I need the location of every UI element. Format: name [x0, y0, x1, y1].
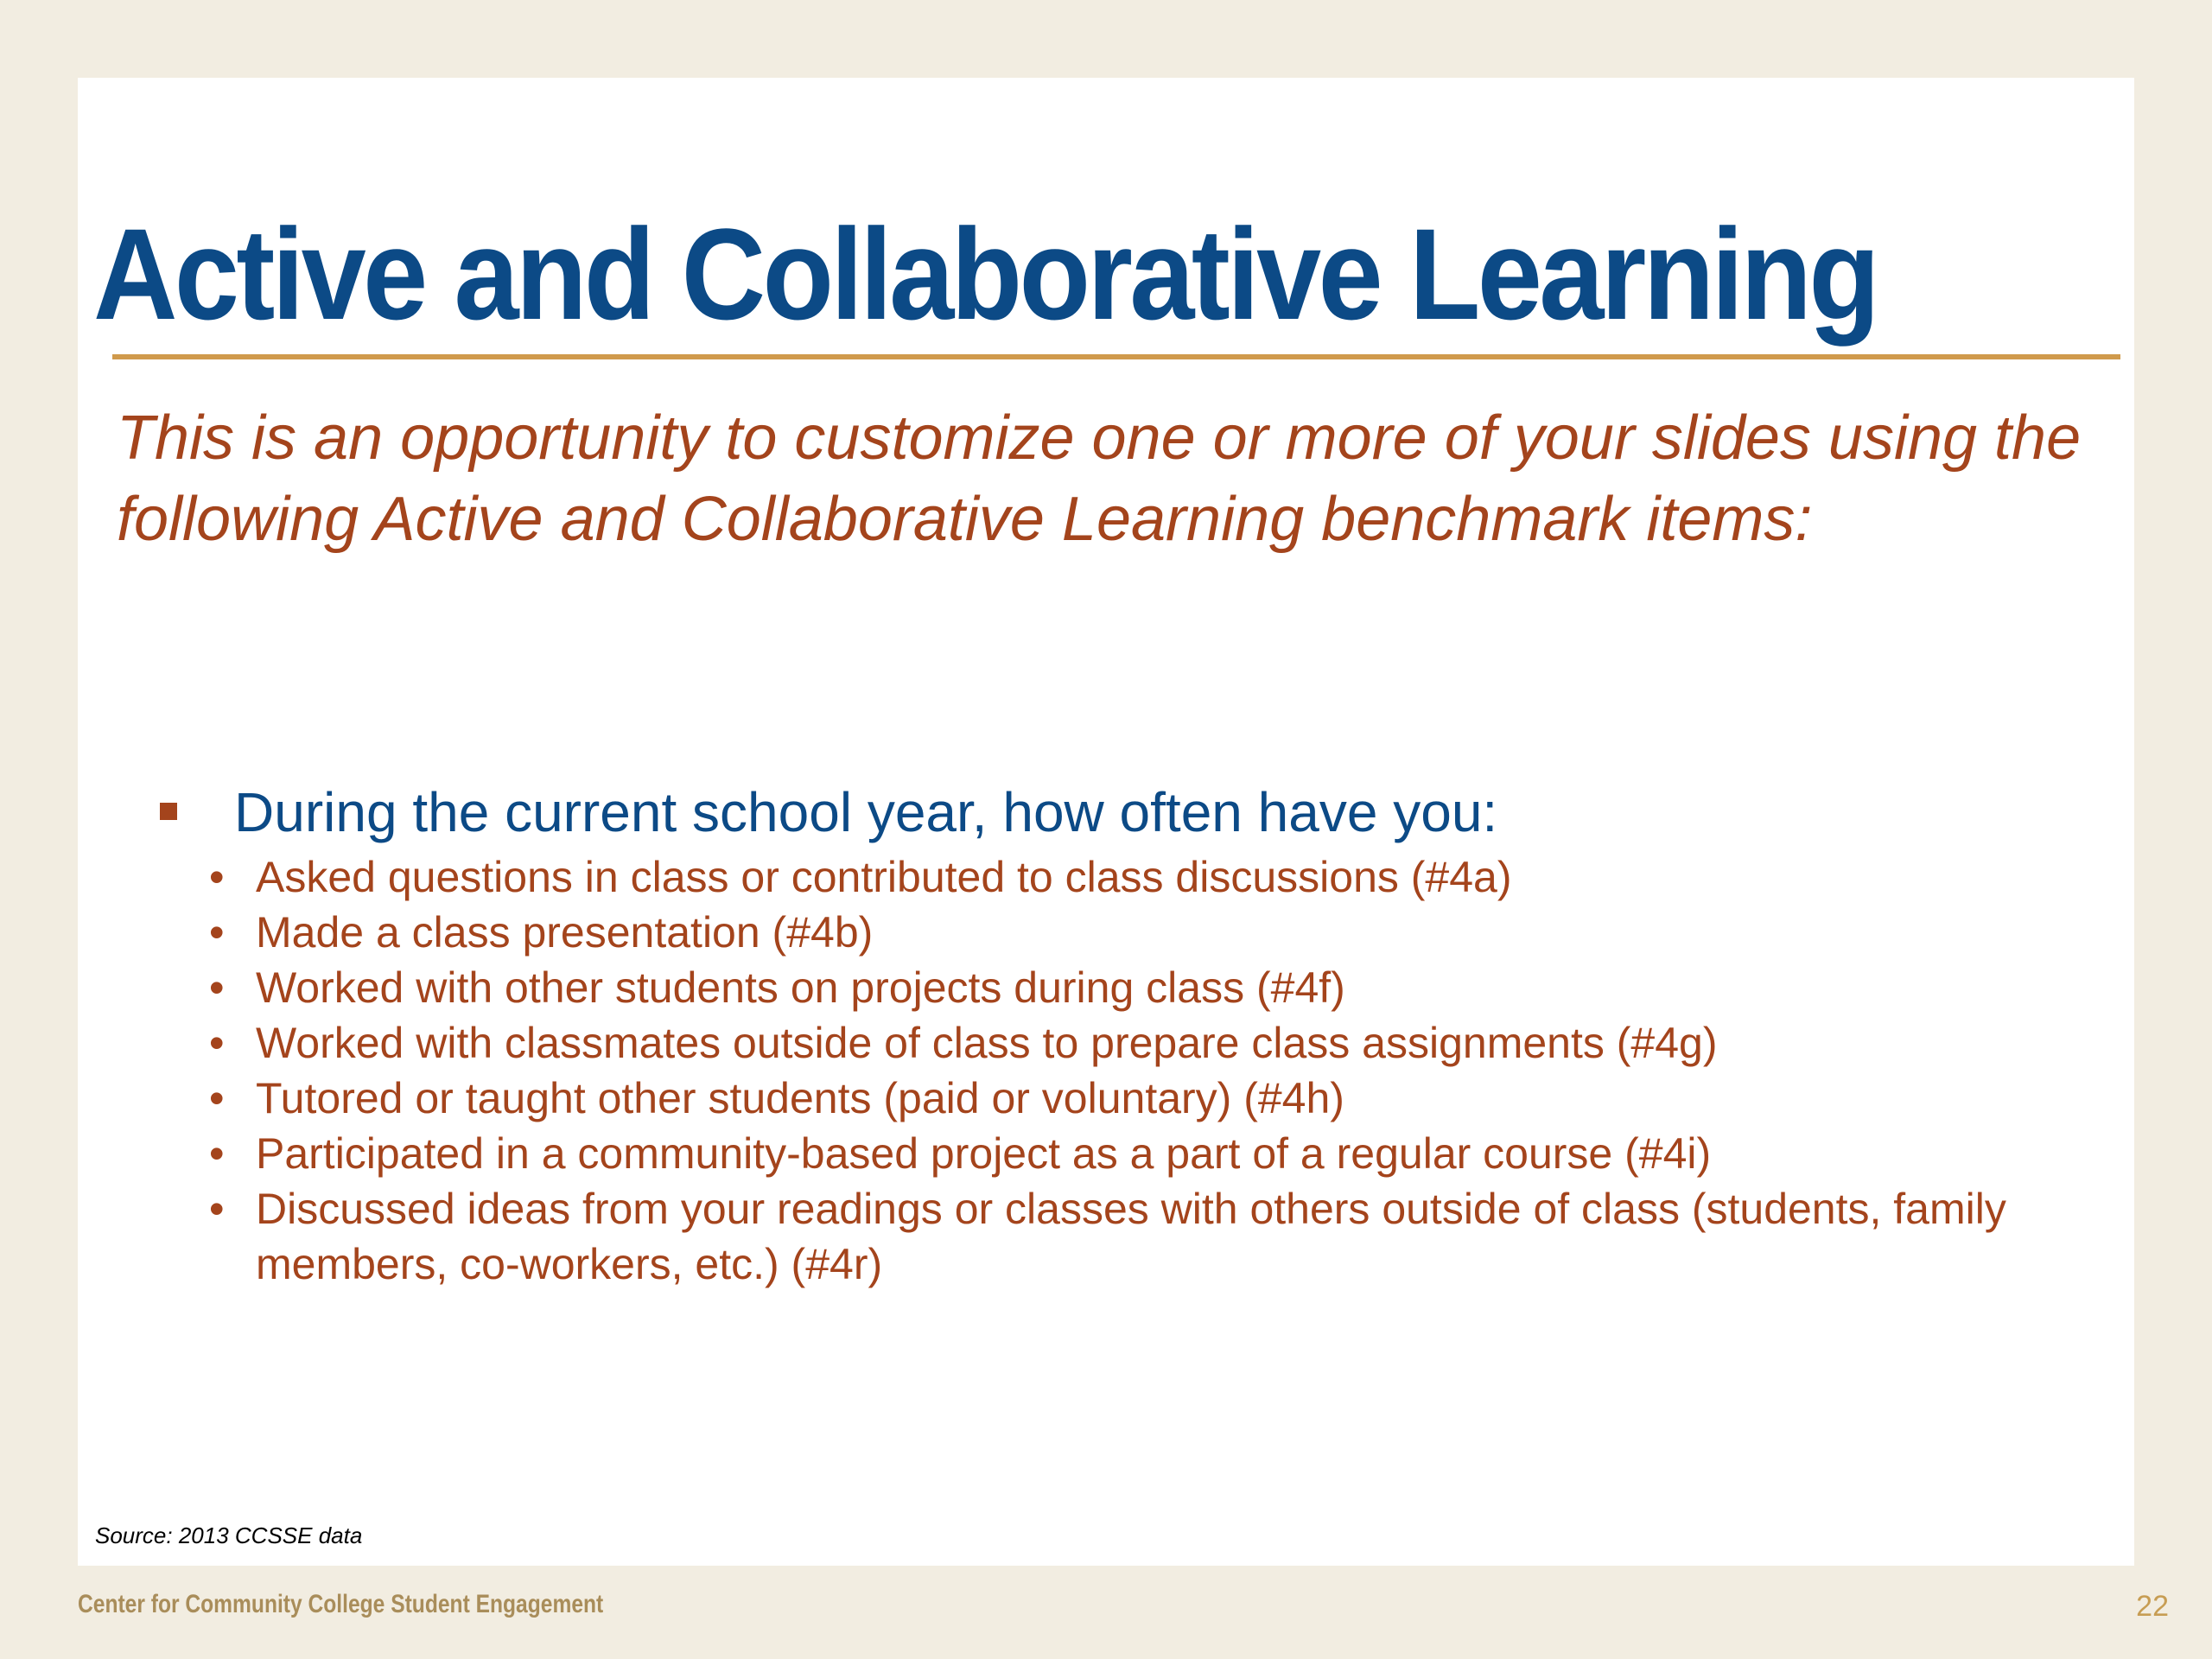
bullet-dot-icon: • [209, 853, 225, 901]
sub-bullet-item [78, 1071, 2070, 1126]
sub-bullet-item [78, 1181, 2070, 1292]
sub-bullet-item [78, 849, 2070, 905]
bullet-dot-icon: • [209, 1074, 225, 1122]
sub-bullet-item [78, 1015, 2070, 1071]
square-bullet-icon [160, 803, 177, 820]
bullet-dot-icon: • [209, 1129, 225, 1178]
bullet-dot-icon: • [209, 908, 225, 957]
page-number: 22 [2136, 1590, 2169, 1623]
slide-title: Active and Collaborative Learning [93, 201, 1878, 346]
source-note: Source: 2013 CCSSE data [95, 1522, 363, 1548]
sub-bullet-text: Worked with classmates outside of class to prepare class assignments (#4g) [256, 1019, 1718, 1067]
sub-bullet-item [78, 960, 2070, 1015]
footer-organization: Center for Community College Student Engagement [78, 1590, 604, 1618]
sub-bullet-text: Participated in a community-based project as a part of a regular course (#4i) [256, 1129, 1712, 1178]
sub-bullet-text: Discussed ideas from your readings or classes with others outside of class (students, family members, co-workers, etc.) (#4r) [256, 1185, 2006, 1288]
sub-bullet-list [78, 849, 2134, 1292]
sub-bullet-text: Asked questions in class or contributed to class discussions (#4a) [256, 853, 1512, 901]
title-divider [112, 354, 2120, 359]
sub-bullet-text: Made a class presentation (#4b) [256, 908, 874, 957]
sub-bullet-text: Worked with other students on projects during class (#4f) [256, 963, 1345, 1012]
main-bullet-label: During the current school year, how often have you: [234, 781, 1498, 843]
intro-text: This is an opportunity to customize one or more of your slides using the following Active and Collaborative Learning benchmark items: [117, 404, 2082, 554]
sub-bullet-item [78, 1126, 2070, 1181]
slide-canvas [78, 78, 2134, 1566]
sub-bullet-text: Tutored or taught other students (paid or voluntary) (#4h) [256, 1074, 1344, 1122]
bullet-dot-icon: • [209, 1185, 225, 1233]
bullet-dot-icon: • [209, 1019, 225, 1067]
sub-bullet-item [78, 905, 2070, 960]
bullet-dot-icon: • [209, 963, 225, 1012]
